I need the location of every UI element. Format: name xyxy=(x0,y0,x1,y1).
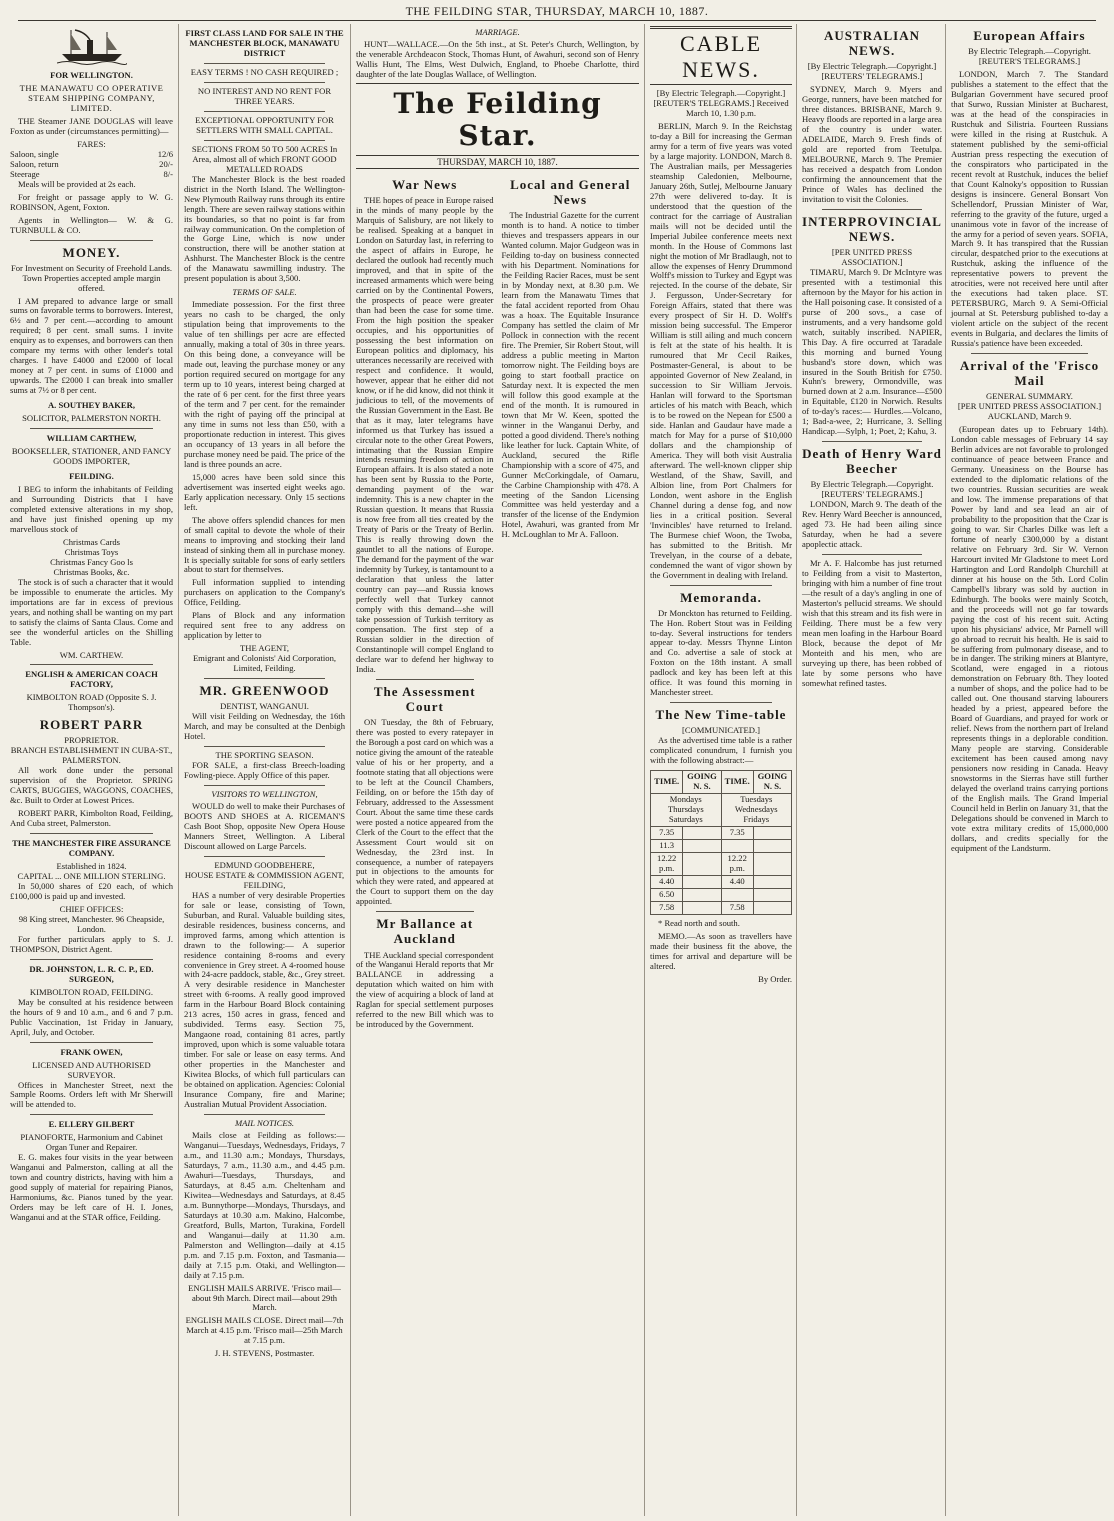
australian-news-article: SYDNEY, March 9. Myers and George, runners, have been matched for three distances. BRISBANE, March 9. Heavy floods are reported in a large area of the country is under water. ADELAIDE, March 9. Fresh finds of gold are reported from Teetulpa. MELBOURNE, March 9. The Premier has received a despatch from London confirming the announcement that the Prince of Wales has declined the invitation to visit the Colonies. xyxy=(802,84,942,204)
timetable-header: GOING N. S. xyxy=(753,771,791,794)
ship-notice: THE Steamer JANE DOUGLAS will leave Foxton as under (circumstances permitting)— xyxy=(10,115,173,136)
goodbehere-name: EDMUND GOODBEHERE, xyxy=(214,859,315,870)
sold-notice: 15,000 acres have been sold since this advertisement was inserted eight weeks ago. Early application necessary. Only 15 sections left. xyxy=(184,471,345,512)
masthead: THE FEILDING STAR, THURSDAY, MARCH 10, 1887. xyxy=(18,4,1096,21)
owen-title: LICENSED AND AUTHORISED SURVEYOR. xyxy=(32,1059,151,1080)
timetable-note: * Read north and south. xyxy=(658,917,740,928)
plans-notice: Plans of Block and any information required sent free to any address on application by letter to xyxy=(184,610,345,641)
timetable-header: GOING N. S. xyxy=(683,771,721,794)
timetable-days: Tuesdays Wednesdays Fridays xyxy=(721,794,791,827)
australian-news-sub: [By Electric Telegraph.—Copyright.] [REUTERS' TELEGRAMS.] xyxy=(807,61,937,82)
local-news-heading: Local and General News xyxy=(510,177,631,208)
shipping-company: THE MANAWATU CO OPERATIVE STEAM SHIPPING COMPANY, LIMITED. xyxy=(19,82,164,113)
timetable-intro: As the advertised time table is a rather complicated conundrum, I furnish you with the following abstract:— xyxy=(650,735,792,766)
sections-notice: SECTIONS FROM 50 TO 500 ACRES In Area, almost all of which FRONT GOOD METALLED ROADS xyxy=(191,143,338,174)
table-row: 11.3 xyxy=(651,840,792,853)
table-row: 7.58 7.58 xyxy=(651,901,792,914)
cable-news-sub: [By Electric Telegraph.—Copyright.] [REUTER'S TELEGRAMS.] Received March 10, 1.30 p.m. xyxy=(653,88,789,118)
newspaper-nameplate: The Feilding Star. xyxy=(356,83,639,153)
timetable-heading: The New Time-table xyxy=(655,707,787,723)
money-sub: For Investment on Security of Freehold Lands. Town Properties accepted ample margin offered. xyxy=(10,262,173,293)
carthew-notice-2: The stock is of such a character that it would be impossible to enumerate the articles. My importations are far in excess of previous years, and nothing shall be wanting on my part to satisfy the claims of Santa Claus. Come and see the wonderful articles on the Shilling Table. xyxy=(10,576,173,647)
gilbert-name: E. ELLERY GILBERT xyxy=(48,1119,135,1130)
parr-notice: All work done under the personal supervision of the Proprietor. SPRING CARTS, BUGGIES, WAGGONS, COACHES, &c. Built to Order at Lowest Prices. xyxy=(10,765,173,806)
general-summary-heading: GENERAL SUMMARY. xyxy=(986,391,1073,402)
column-1 xyxy=(6,24,178,1516)
visitors-notice: WOULD do well to make their Purchases of BOOTS AND SHOES at A. RICEMAN'S Cash Boot Shop, opposite New Opera House Manners Street, Wellington. A Liberal Discount allowed on Large Parcels. xyxy=(184,800,345,851)
timetable-sub: [COMMUNICATED.] xyxy=(681,725,761,736)
mail-notice: Mails close at Feilding as follows:— Wanganui—Tuesdays, Wednesdays, Fridays, 7 a.m., and 11.30 a.m.; Mondays, Thursdays, Saturdays, 7 a.m., 11.30 a.m., and 4.45 p.m. Awahuri—Tuesdays, Thursdays, and Saturdays, at 8.45 a.m. Cheltenham and Kiwitea—Wednesdays and Saturdays, at 8.45 a.m. Bunnythorpe—Mondays, Thursdays, and Saturdays at 10.30 a.m. Makino, Halcombe, Greatford, Bulls, Marton, Turakina, Fordell and Wanganui—daily at 11.30 a.m. Palmerston and Wellington—daily at 4.15 p.m. and 7.15 p.m. Foxton, and Tasmania—daily at 7.15 p.m. Otaki, and Wellington—daily at 7.15 p.m. xyxy=(184,1130,345,1280)
fire-offices: 98 King street, Manchester. 96 Cheapside, London. xyxy=(18,913,165,934)
column-3 xyxy=(350,24,644,1516)
beecher-sub: By Electric Telegraph.—Copyright. [REUTERS' TELEGRAMS.] xyxy=(810,479,934,500)
doctor-name: DR. JOHNSTON, L. R. C. P., ED. SURGEON, xyxy=(29,963,154,984)
goodbehere-title: HOUSE ESTATE & COMMISSION AGENT, FEILDING, xyxy=(184,869,345,890)
timetable-header: TIME. xyxy=(651,771,683,794)
offers-notice: The above offers splendid chances for men of small capital to devote the whole of their means to improving and stocking their land instead of sinking them all in purchase money. It is specially suitable for sons of early settlers about to start for themselves. xyxy=(184,514,345,575)
halcombe-article: Mr A. F. Halcombe has just returned to Feilding from a visit to Masterton, bringing with him a number of fine trout—the result of a day's angling in one of Masterton's pellucid streams. We should wish that this stream and its fish were in Feilding. There must be a few very mean men loafing in the Harbour Board Block, because the depot of Mr Monteith and his men, who are surveying up there, has been robbed of late by some persons who have somewhat refined tastes. xyxy=(802,558,942,688)
general-summary-article: (European dates up to February 14th). London cable messages of February 14 say Berlin advices are not favorable to prolonged continuance of peace between France and Germany. Uneasiness on the Bourse has extended to the diplomatic relations of the two countries. Russian securities are weak and low. The immense preparations of that Power by land and sea lead an air of probability to the proposition that the Czar is going to war. Sir Charles Dilke was left a fortune of nearly £300,000 by a distant relative on February 3rd. Sir W. Vernon Harcourt invited Mr Gladstone to meet Lord Hartington and Lord Randolph Churchill at dinner at his house on the 5th. Lord Colin Campbell's library was sold by auction in Edinburgh. The books were mainly Scotch, and the proceeds will not go far towards paying the cost of his recent suit. Acting upon his physicians' advice, Mr Parnell will go abroad to recruit his health. He is said to be suffering from pulmonary disease, and to be in danger. The striking miners at Blantyre, Scotland, were engaged in a riotous demonstration on February 8th. They looted a number of shops, and the police had to be called out. One thousand starving labourers headed by a priest, appeared before the Board of Guardians, and prayed for work or relief. News from the northern part of Ireland represents things in a deplorable condition. Many people are starving. Considerable excitement has been caused among navy pensioners now residing in Canada. Heavy snowstorms in the Sierras have still further delayed the overland trains carrying portions of the English mails. The Grand Imperial Council held in Berlin on January 31, that the Delegations should be convened in March to vote extra military credits of 15,000,000 dollars, and credits specially for the equipment of the Landsturm. xyxy=(951,424,1108,853)
carthew-item: Christmas Books, &c. xyxy=(53,566,130,577)
parr-signature: ROBERT PARR, Kimbolton Road, Feilding, And Cuba street, Palmerston. xyxy=(10,808,173,829)
gilbert-title: PIANOFORTE, Harmonium and Cabinet Organ Tuner and Repairer. xyxy=(20,1132,163,1153)
greenwood-notice: Will visit Feilding on Wednesday, the 16th March, and may be consulted at the Denbigh Hotel. xyxy=(184,711,345,742)
interprovincial-heading: INTERPROVINCIAL NEWS. xyxy=(802,213,942,244)
column-5 xyxy=(796,24,947,1516)
marriage-heading: MARRIAGE. xyxy=(475,27,520,37)
agent-sub: Emigrant and Colonists' Aid Corporation, Limited, Feilding. xyxy=(192,653,337,674)
war-news-heading: War News xyxy=(392,177,458,193)
european-affairs-article: LONDON, March 7. The Standard publishes a statement to the effect that the Bulgarian Government have secured proof that Surwo, Russian Minister at Bucharest, was at the head of the conspiracies in Rustchuk and Silistria. Fourteen Russians were killed in the rising at Rustchuk. A statement published by the semi-official Austrian press respecting the execution of the conspirators who participated in the recent revolt at Rustchuk, induces the belief that Count Kalnoky's opposition to Russian designs is insincere. General Bonsart Von Schellendorf, Prussian Minister of War, referring to the gravity of the future, urged a unanimous vote in favor of the increase of the army for a period of seven years. SOFIA, March 9. It has transpired that the Russian circular, despatched prior to the executions at Rustchuk, asking the influence of the representative powers to prevent the atrocities, were not received here until after the executions had taken place. ST. PETERSBURG, March 9. A Semi-Official journal at St. Petersburg published to-day a violent article on the subject of the recent events in Bulgaria, and declares the limits of Russia's patience have been exceeded. xyxy=(951,69,1108,349)
general-summary-sub: [PER UNITED PRESS ASSOCIATION.] AUCKLAND, March 9. xyxy=(957,401,1102,422)
mail-heading: MAIL NOTICES. xyxy=(234,1118,295,1129)
visitors-heading: VISITORS TO WELLINGTON, xyxy=(211,789,318,800)
ballance-heading: Mr Ballance at Auckland xyxy=(376,916,474,947)
lending-notice: I AM prepared to advance large or small sums on favorable terms to borrowers. Interest, 6½ and 7 per cent.—according to amount required; 8 per cent. small sums. I invite enquiry as to expenses, and borrowers can then compare my terms with other lender's total charges. I have £4000 and £2000 of local money at 7 per cent. in sums of £1000 and upwards. The £2000 I can break into smaller sums at 7½ or 8 per cent. xyxy=(10,295,173,396)
memoranda-heading: Memoranda. xyxy=(680,589,762,605)
marriage-notice: HUNT—WALLACE.—On the 5th inst., at St. Peter's Church, Wellington, by the venerable Archdeacon Stock, Thomas Hunt, of Awahuri, second son of Henry Wallis Hunt, The Elms, West Dulwich, England, to Phoebe Charlotte, third daughter of the late Douglas Wallace, of Wellington. xyxy=(356,38,639,79)
table-row: 7.35 7.35 xyxy=(651,827,792,840)
owen-name: FRANK OWEN, xyxy=(60,1046,123,1057)
timetable-table xyxy=(650,770,792,915)
agent-heading: THE AGENT, xyxy=(239,643,289,654)
interprovincial-article: TIMARU, March 9. Dr McIntyre was presented with a testimonial this afternoon by the Mayor for his action in the Hall poisoning case. It consisted of a purse of 200 sovs., a case of instruments, and a very handsome gold watch, suitably inscribed. NAPIER, This Day. A fire occurred at Taradale this morning and burned Young husband's store down, which was insured in the South British for £750. Kuhn's brewery, Ormondville, was burned down at 2 a.m. Insurance—£500 in Equitable, £120 in Norwich. Results of to-day's races:— Hurdles.—Volcano, 1; Bad-a-wee, 2; Hurricane, 3. Selling Handicap.—Sylph, 1; Poet, 2; Kahu, 3. xyxy=(802,266,942,437)
money-heading: MONEY. xyxy=(62,244,121,260)
australian-news-heading: AUSTRALIAN NEWS. xyxy=(824,28,920,59)
coach-address: KIMBOLTON ROAD (Opposite S. J. Thompson's). xyxy=(26,692,157,713)
european-affairs-heading: European Affairs xyxy=(973,28,1086,43)
table-row: 4.40 4.40 xyxy=(651,875,792,888)
table-row: 12.22 p.m. 12.22 p.m. xyxy=(651,853,792,876)
terms-heading: TERMS OF SALE. xyxy=(232,287,297,298)
fire-notice: In 50,000 shares of £20 each, of which £100,000 is paid up and invested. xyxy=(10,881,173,901)
ballance-article: THE Auckland special correspondent of the Wanganui Herald reports that Mr BALLANCE in addressing a deputation which waited on him with the view of acquiring a block of land at Raglan for special settlement purposes referred to the new Bill which was to be introduced by the Government. xyxy=(356,949,494,1030)
fare-row: Saloon, single 12/6 xyxy=(10,148,173,159)
european-affairs-sub: By Electric Telegraph.—Copyright. [REUTER'S TELEGRAMS.] xyxy=(968,46,1091,67)
frisco-mail-heading: Arrival of the 'Frisco Mail xyxy=(959,358,1100,389)
beecher-heading: Death of Henry Ward Beecher xyxy=(802,446,942,477)
assessment-court-heading: The Assessment Court xyxy=(373,683,476,714)
ship-heading: FOR WELLINGTON. xyxy=(50,70,133,80)
fare-row: Saloon, return 20/- xyxy=(10,158,173,169)
greenwood-title: DENTIST, WANGANUI. xyxy=(220,701,309,712)
fares-heading: FARES: xyxy=(77,138,106,149)
land-heading: FIRST CLASS LAND FOR SALE IN THE MANCHESTER BLOCK, MANAWATU DISTRICT xyxy=(185,28,344,58)
timetable-signature: By Order. xyxy=(758,973,792,984)
carthew-item: Christmas Cards xyxy=(62,536,121,547)
goodbehere-notice: HAS a number of very desirable Properties for sale or lease, consisting of Town, Suburban, and Rural. Valuable building sites, desirable residences, business concerns, and improved farms, among which attention is drawn to the following:— A superior residence containing 8-rooms and every convenience in Grey street. A 4-roomed house with 24-acre paddock, stable, &c., Grey street. A very desirable residence in Manchester street with 6-rooms. A really good improved farm in the Harbour Board Block containing 213 acres, 150 acres in grass, fenced and subdivided. Terms easy. Section 75, Mangaone road, containing 81 acres, partly improved, upon which is some valuable totara timber. For sale or lease on easy terms. And other properties in the Manchester and Kiwitea Blocks, of which full particulars can be obtained on application. Agencies: Colonial Insurance Company, fire and Marine; Australian Mutual Provident Association. xyxy=(184,889,345,1110)
timetable-memo: MEMO.—As soon as travellers have made their business fit the above, the times for arrival and departure will be altered. xyxy=(650,930,792,971)
memoranda-article: Dr Monckton has returned to Feilding. The Hon. Robert Stout was in Feilding to-day. Several instructions for tenders appear to-day. Messrs Thynne Linton and Co. advertise a sale of stock at Foxton on the 18th instant. A small padlock and key has been left at this office. It was found this morning in Manchester street. xyxy=(650,607,792,698)
terms-text: Immediate possession. For the first three years no cash to be charged, the only stipulation being that improvements to the value of ten shillings per acre are effected annually, making a total of 30s in three years. On this being done, a conveyance will be made out, leaving the purchase money or any portion required secured on mortgage for any term up to 10 years, interest being charged at the rate of 6 per cent. for the first three years of the term and 7 per cent. for the remainder with the right of paying off the principal at any time in sums not less than £50, with a proportionate reduction in interest. This gives an occupancy of 13 years in all before the purchase money need be paid. The price of the land is three pounds an acre. xyxy=(184,299,345,469)
timetable-header: TIME. xyxy=(721,771,753,794)
column-2 xyxy=(178,24,350,1516)
timetable-days: Mondays Thursdays Saturdays xyxy=(651,794,722,827)
local-news-article: The Industrial Gazette for the current month is to hand. A notice to timber thieves and trespassers appears in our Wanted column. Major Gudgeon was in Feilding to-day on business connected with his Department. Nominations for the Feilding Racier Races, must be sent in by Monday next, at 8.30 p.m. We learn from the Manawatu Times that the fatal accident reported from Ohau was a hoax. The Equitable Insurance Company has settled the claim of Mr Pollock in connection with the recent fire. The Premier, Sir Robert Stout, will address a public meeting in Marton tomorrow night. The Feilding boys are going to start football practice on Saturday next. It is expected the men will follow this good example at the end of the month. It is rumoured in town that Mr W. Keen, spotted the winner in the Wanganui Derby, and potted a good dividend. There's nothing like leather for luck. Captain White, of Auckland, secured the Rifle Championship with a score of 475, and Gunner McCorkingdale, of Oamaru, the Carbine Championship with 478. A meeting of the Sandon Licensing Committee was held yesterday and a transfer of the license of the Endymion Hotel, Awahuri, was granted from Mr H. McLoughlan to Mr A. Falloon. xyxy=(501,210,639,540)
easy-terms: EASY TERMS ! NO CASH REQUIRED ; xyxy=(190,66,339,77)
sporting-notice: FOR SALE, a first-class Breech-loading Fowling-piece. Apply Office of this paper. xyxy=(184,760,345,781)
freight-notice: For freight or passage apply to W. G. ROBINSON, Agent, Foxton. xyxy=(10,191,173,212)
parr-branch: BRANCH ESTABLISHMENT IN CUBA-ST., PALMERSTON. xyxy=(10,745,173,766)
carthew-title: BOOKSELLER, STATIONER, AND FANCY GOODS IMPORTER, xyxy=(11,446,172,467)
cable-news-heading: CABLE NEWS. xyxy=(650,26,792,85)
interprovincial-sub: [PER UNITED PRESS ASSOCIATION.] xyxy=(831,246,913,267)
sporting-heading: THE SPORTING SEASON. xyxy=(215,750,314,761)
carthew-item: Christmas Fancy Goo ls xyxy=(50,556,133,567)
exceptional-opportunity: EXCEPTIONAL OPPORTUNITY FOR SETTLERS WITH SMALL CAPITAL. xyxy=(195,114,334,135)
fire-established: Established in 1824. xyxy=(56,861,127,872)
dateline: THURSDAY, MARCH 10, 1887. xyxy=(356,155,639,169)
solicitor-name: A. SOUTHEY BAKER, xyxy=(47,400,136,411)
carthew-notice: I BEG to inform the inhabitants of Feilding and Surrounding Districts that I have completed extensive alterations in my shop, and have just finished opening up my marvellous stock of xyxy=(10,484,173,534)
doctor-address: KIMBOLTON ROAD, FEILDING. xyxy=(29,986,154,997)
english-mails-arrive: ENGLISH MAILS ARRIVE. 'Frisco mail—about 9th March. Direct mail—about 29th March. xyxy=(188,1282,341,1313)
assessment-court-article: ON Tuesday, the 8th of February, there was posted to every ratepayer in the Borough a post card on which was a notice giving the amount of the rateable value of his or her property, and a footnote stating that all objections were to be left at the Council Chambers, Feilding, on or before the 15th day of February, addressed to the Assessment Court. About the same time these cards were posted a notice appeared from the Clerk of the Court to the effect that the Assessment Court would sit on Wednesday, the 23rd inst. In consequence, a number of ratepayers put in objections to the amounts for which they were rated, and appeared at the Court to support them on the day appointed. xyxy=(356,716,494,907)
no-interest: NO INTEREST AND NO RENT FOR THREE YEARS. xyxy=(197,85,332,106)
greenwood-name: MR. GREENWOOD xyxy=(199,683,330,699)
coach-heading: ENGLISH & AMERICAN COACH FACTORY, xyxy=(25,669,158,690)
fire-capital: CAPITAL ... ONE MILLION STERLING. xyxy=(17,871,166,882)
fire-apply: For further particulars apply to S. J. THOMPSON, District Agent. xyxy=(10,933,173,954)
fire-offices-heading: CHIEF OFFICES: xyxy=(59,903,124,914)
solicitor-title: SOLICITOR, PALMERSTON NORTH. xyxy=(22,413,161,424)
steamship-icon xyxy=(10,26,173,66)
wellington-agents: Agents in Wellington— W. & G. TURNBULL & CO. xyxy=(10,214,173,235)
column-4 xyxy=(644,24,797,1516)
mail-signature: J. H. STEVENS, Postmaster. xyxy=(214,1348,315,1359)
cable-news-article: BERLIN, March 9. In the Reichstag to-day a Bill for increasing the German army for a term of five years was voted by a large majority. LONDON, March 8. The Australian mails, per Messageries steamship Caledonien, Melbourne, January 26th, Sutlej, Melbourne January 27th were delivered to-day. It is understood that the question of the contract for the carriage of Australian mails will not be decided until the Imperial Jubilee conference meets next month. In the House of Commons last night the motion of Mr Bradlaugh, not to allow the expenses of Henry Drummond Wolff's mission to Turkey and Egypt was rejected. In the course of the debate, Sir J. Fergusson, Under-Secretary for Foreign Affairs, stated that there was every prospect of Sir H. D. Wolff's mission being successful. The Emperor William is still ailing and much concern is felt at the state of his health. It is rumoured that Mr Cecil Raikes, Postmaster-General, is about to be appointed Governor of New Zealand, in succession to Sir William Jervois. Hanlan will forward to the Sportsman articles of his match with Beach, which is to be rowed on the Nepean for £500 a side. Hanlan and Gaudaur have made a match for May for a purse of $10,000 dollars and the championship of America. They will both visit Australia afterward. The well-known clipper ship Westland, of the Shaw, Savill, and Albion line, from Port Chalmers for London, went ashore in the English Channel during a dense fog, and now lies in a critical position. Several 'Invincibles' have returned to Ireland. The Burmese chief Woon, the Twoba, has submitted to the British. Mr Trevelyan, in the course of a debate, condemned the want of vigor shown by the Government in dealing with Ireland. xyxy=(650,120,792,580)
carthew-item: Christmas Toys xyxy=(64,546,119,557)
fire-heading: THE MANCHESTER FIRE ASSURANCE COMPANY. xyxy=(12,838,171,859)
beecher-article: LONDON, March 9. The death of the Rev. Henry Ward Beecher is announced, aged 73. He had been ailing since Saturday, when he had a severe apoplectic attack. xyxy=(802,499,942,550)
block-description: The Manchester Block is the best roaded district in the North Island. The Wellington-New Plymouth Railway runs through its entire length. There are seven railway stations within its boundaries, so that no point is far from railway communication. On the completion of the Gorge Line, which is now under construction, there will be another station at Ashhurst. The Manchester Block is the centre of the Manawatu sawmilling industry. The present population is about 3,500. xyxy=(184,173,345,284)
war-news-article: THE hopes of peace in Europe raised in the minds of many people by the Marquis of Salisbury, are not likely to be realised. Speaking at a banquet in London on Saturday last, in referring to the aspect of affairs in Europe, he declared the outlook had recently much improved, and that in spite of the increased armaments which were being carried on by the Continental Powers, the prospects of peace were greater than had been the case for some time. From the high position the speaker occupies, and his opportunities of possessing the best information on European politics and diplomacy, his utterances necessarily are received with respect and confidence. It would, however, appear that he either did not know, or if he did know, did not think it judicious to tell, of the movements of the Russian Government in the East. Be that as it may, later telegrams have informed us that Turkey has issued a circular note to the other Great Powers, intimating that the Russian Empire intends resuming freedom of action in European affairs. It is also stated a note has been sent by Russia to the Porte, demanding payment of the war indemnity. This is a new chapter in the Russian question. It means that Russia is now free from all ties created by the Treaty of Paris or the Treaty of Berlin. This is really throwing down the gauntlet to all the nations of Europe. The demand for the payment of the war indemnity by Turkey, is tantamount to a declaration that unless the latter country can pay—and Russia knows perfectly well that Turkey cannot comply with this demand—she will take possession of Turkish territory as compensation. The first step of a Russian soldier in the direction of Constantinople will compel England to declare war to defend her highway to India. xyxy=(356,195,494,674)
gilbert-notice: E. G. makes four visits in the year between Wanganui and Palmerston, calling at all the town and country districts, having with him a good supply of material for repairing Pianos, Harmoniums, &c. Pianos tuned by the year. Orders may be left care of H. I. Jones, Wanganui and at the STAR office, Feilding. xyxy=(10,1152,173,1223)
parr-title: PROPRIETOR. xyxy=(64,735,119,746)
carthew-town: FEILDING. xyxy=(69,471,114,482)
owen-notice: Offices in Manchester Street, next the Sample Rooms. Orders left with Mr Sherwill will be attended to. xyxy=(10,1079,173,1110)
carthew-name: WILLIAM CARTHEW, xyxy=(46,433,137,444)
fares-list xyxy=(10,150,173,180)
fares-note: Meals will be provided at 2s each. xyxy=(18,178,136,189)
english-mails-close: ENGLISH MAILS CLOSE. Direct mail—7th March at 4.15 p.m. 'Frisco mail—25th March at 7.15 p.m. xyxy=(185,1315,344,1346)
carthew-signature: WM. CARTHEW. xyxy=(59,649,124,660)
info-notice: Full information supplied to intending purchasers on application to the Company's Office, Feilding. xyxy=(184,577,345,608)
parr-name: ROBERT PARR xyxy=(39,717,144,733)
fare-row: Steerage 8/- xyxy=(10,168,173,179)
table-row: 6.50 xyxy=(651,888,792,901)
doctor-notice: May be consulted at his residence between the hours of 9 and 10 a.m., and 6 and 7 p.m. Public Vaccination, 1st Friday in January, April, July, and October. xyxy=(10,996,173,1037)
column-6 xyxy=(945,24,1113,1516)
